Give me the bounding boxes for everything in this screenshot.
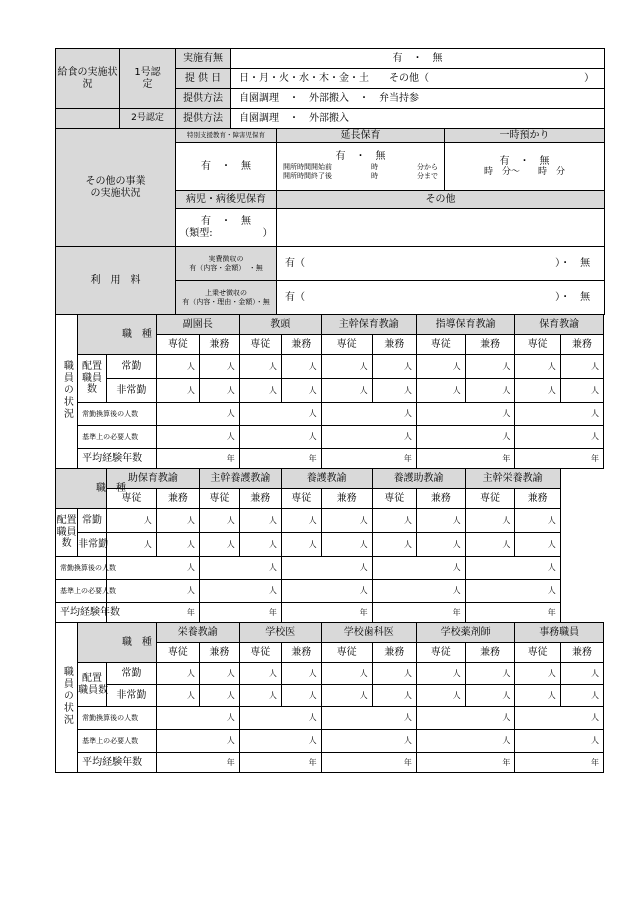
temp-label: 一時預かり <box>445 129 605 143</box>
convert-value: 人 <box>416 403 515 426</box>
person-unit: 人 <box>416 685 465 707</box>
kenmu-label: 兼務 <box>515 489 560 509</box>
senju-label: 専従 <box>321 643 372 663</box>
person-unit: 人 <box>239 533 281 557</box>
convert-label: 常勤換算後の人数 <box>56 557 107 580</box>
experience-value: 年 <box>321 449 416 469</box>
experience-label: 平均経験年数 <box>78 753 157 773</box>
jokin-label: 常勤 <box>106 355 156 379</box>
convert-value: 人 <box>372 557 465 580</box>
kenmu-label: 兼務 <box>156 489 199 509</box>
experience-label: 平均経験年数 <box>78 449 157 469</box>
convert-value: 人 <box>239 707 321 730</box>
meal-r3-label: 提供方法 <box>176 89 231 109</box>
convert-value: 人 <box>281 557 372 580</box>
experience-value: 年 <box>239 449 321 469</box>
person-unit: 人 <box>156 663 199 685</box>
kenmu-label: 兼務 <box>465 335 515 355</box>
person-unit: 人 <box>515 379 560 403</box>
senju-label: 専従 <box>106 489 156 509</box>
job-title: 主幹養護教諭 <box>199 469 281 489</box>
temp-value: 有 ・ 無 時 分～ 時 分 <box>445 143 605 191</box>
person-unit: 人 <box>560 379 603 403</box>
person-unit: 人 <box>416 663 465 685</box>
senju-label: 専従 <box>416 643 465 663</box>
kenmu-label: 兼務 <box>239 489 281 509</box>
job-title: 指導保育教諭 <box>416 315 515 335</box>
staff-table-2 <box>55 622 604 773</box>
staff-report-form <box>55 48 604 773</box>
sick-label: 病児・病後児保育 <box>176 191 277 209</box>
person-unit: 人 <box>156 379 199 403</box>
experience-value: 年 <box>465 603 560 623</box>
person-unit: 人 <box>281 355 321 379</box>
person-unit: 人 <box>372 509 416 533</box>
other-title: その他の事業 の実施状況 <box>56 129 176 247</box>
job-title: 副園長 <box>156 315 239 335</box>
haichi-text: 配置 <box>82 673 103 684</box>
meal-r2-value: 日・月・火・水・木・金・土 その他（ ） <box>231 69 605 89</box>
person-unit: 人 <box>515 685 560 707</box>
senju-label: 専従 <box>465 489 515 509</box>
senju-label: 専従 <box>156 335 199 355</box>
hijokin-label: 非常勤 <box>106 379 156 403</box>
meal-r1-value: 有 ・ 無 <box>231 49 605 69</box>
person-unit: 人 <box>106 533 156 557</box>
person-unit: 人 <box>372 533 416 557</box>
special-value: 有 ・ 無 <box>176 143 277 191</box>
person-unit: 人 <box>465 663 515 685</box>
senju-label: 専従 <box>515 335 560 355</box>
experience-value: 年 <box>281 603 372 623</box>
required-value: 人 <box>106 580 199 603</box>
meal-no1: 1号認定 <box>120 49 176 109</box>
jobs-label: 職 種 <box>56 469 107 509</box>
convert-value: 人 <box>515 707 604 730</box>
convert-value: 人 <box>156 707 239 730</box>
person-unit: 人 <box>416 533 465 557</box>
person-unit: 人 <box>281 509 321 533</box>
other-value <box>277 209 605 247</box>
person-unit: 人 <box>156 685 199 707</box>
section-title-text: 職員の状況 <box>61 665 73 726</box>
senju-label: 専従 <box>372 489 416 509</box>
required-value: 人 <box>156 730 239 753</box>
person-unit: 人 <box>372 663 416 685</box>
person-unit: 人 <box>321 685 372 707</box>
job-title: 学校薬剤師 <box>416 623 515 643</box>
required-value: 人 <box>515 426 604 449</box>
experience-value: 年 <box>416 753 515 773</box>
meal-title: 給食の実施状況 <box>56 49 120 109</box>
haichi-text: 職員数 <box>78 684 109 696</box>
fee-actual-value: 有（ ）・ 無 <box>277 247 605 281</box>
experience-value: 年 <box>199 603 281 623</box>
jokin-label: 常勤 <box>106 663 156 685</box>
kenmu-label: 兼務 <box>199 335 239 355</box>
job-title: 学校歯科医 <box>321 623 416 643</box>
kenmu-label: 兼務 <box>321 489 372 509</box>
kenmu-label: 兼務 <box>465 643 515 663</box>
required-value: 人 <box>239 730 321 753</box>
person-unit: 人 <box>321 533 372 557</box>
person-unit: 人 <box>560 355 603 379</box>
person-unit: 人 <box>106 509 156 533</box>
person-unit: 人 <box>372 355 416 379</box>
jobs-label: 職 種 <box>78 315 157 355</box>
hijokin-label: 非常勤 <box>106 685 156 707</box>
senju-label: 専従 <box>156 643 199 663</box>
required-value: 人 <box>465 580 560 603</box>
meal-r3-value: 自園調理 ・ 外部搬入 ・ 弁当持参 <box>231 89 605 109</box>
person-unit: 人 <box>372 685 416 707</box>
person-unit: 人 <box>156 533 199 557</box>
experience-value: 年 <box>156 753 239 773</box>
special-label: 特別支援教育・障害児保育 <box>176 129 277 143</box>
kenmu-label: 兼務 <box>372 643 416 663</box>
job-title: 学校医 <box>239 623 321 643</box>
job-title: 保育教諭 <box>515 315 604 335</box>
fee-extra-value: 有（ ）・ 無 <box>277 281 605 315</box>
experience-value: 年 <box>515 753 604 773</box>
senju-label: 専従 <box>199 489 239 509</box>
person-unit: 人 <box>199 355 239 379</box>
hijokin-label: 非常勤 <box>78 533 107 557</box>
extended-label: 延長保育 <box>277 129 445 143</box>
required-value: 人 <box>416 730 515 753</box>
meal-r2-label: 提 供 日 <box>176 69 231 89</box>
haichi-text: 職員 <box>82 372 103 384</box>
meal-no2: 2号認定 <box>120 109 176 129</box>
person-unit: 人 <box>321 663 372 685</box>
experience-value: 年 <box>106 603 199 623</box>
required-value: 人 <box>156 426 239 449</box>
experience-value: 年 <box>321 753 416 773</box>
person-unit: 人 <box>416 509 465 533</box>
haichi-text: 配置 <box>56 515 77 527</box>
required-value: 人 <box>321 426 416 449</box>
person-unit: 人 <box>321 379 372 403</box>
required-value: 人 <box>515 730 604 753</box>
person-unit: 人 <box>465 533 515 557</box>
haichi-label <box>56 509 78 557</box>
kenmu-label: 兼務 <box>560 643 603 663</box>
person-unit: 人 <box>515 355 560 379</box>
person-unit: 人 <box>515 663 560 685</box>
person-unit: 人 <box>239 379 281 403</box>
job-title: 助保育教諭 <box>106 469 199 489</box>
fee-extra-label: 上乗せ徴収の 有（内容・理由・金額）・無 <box>176 281 277 315</box>
person-unit: 人 <box>465 355 515 379</box>
senju-label: 専従 <box>239 335 281 355</box>
section-title <box>56 315 78 469</box>
job-title: 栄養教諭 <box>156 623 239 643</box>
person-unit: 人 <box>199 663 239 685</box>
meal-r4-value: 自園調理 ・ 外部搬入 <box>231 109 605 129</box>
required-label: 基準上の必要人数 <box>56 580 107 603</box>
convert-value: 人 <box>465 557 560 580</box>
jokin-label: 常勤 <box>78 509 107 533</box>
person-unit: 人 <box>239 663 281 685</box>
required-value: 人 <box>199 580 281 603</box>
jobs-label: 職 種 <box>78 623 157 663</box>
person-unit: 人 <box>199 533 239 557</box>
experience-value: 年 <box>372 603 465 623</box>
person-unit: 人 <box>416 355 465 379</box>
senju-label: 専従 <box>321 335 372 355</box>
convert-value: 人 <box>199 557 281 580</box>
person-unit: 人 <box>465 379 515 403</box>
extended-value: 有 ・ 無 開所時間開始前 時 分から 開所時間終了後 時 分まで <box>277 143 445 191</box>
kenmu-label: 兼務 <box>199 643 239 663</box>
person-unit: 人 <box>560 685 603 707</box>
haichi-text: 数 <box>87 384 98 396</box>
staff-table-1 <box>55 314 604 469</box>
service-table <box>55 48 605 315</box>
convert-value: 人 <box>416 707 515 730</box>
convert-value: 人 <box>515 403 604 426</box>
person-unit: 人 <box>199 685 239 707</box>
person-unit: 人 <box>515 509 560 533</box>
section-title-text: 職員の状況 <box>61 359 73 420</box>
person-unit: 人 <box>372 379 416 403</box>
person-unit: 人 <box>321 355 372 379</box>
person-unit: 人 <box>281 379 321 403</box>
convert-value: 人 <box>156 403 239 426</box>
kenmu-label: 兼務 <box>372 335 416 355</box>
person-unit: 人 <box>465 509 515 533</box>
convert-label: 常勤換算後の人数 <box>78 403 157 426</box>
convert-value: 人 <box>106 557 199 580</box>
convert-value: 人 <box>239 403 321 426</box>
section-title <box>56 623 78 773</box>
convert-label: 常勤換算後の人数 <box>78 707 157 730</box>
person-unit: 人 <box>239 685 281 707</box>
convert-value: 人 <box>321 707 416 730</box>
haichi-label <box>78 355 107 403</box>
required-value: 人 <box>372 580 465 603</box>
required-value: 人 <box>239 426 321 449</box>
other-label: その他 <box>277 191 605 209</box>
meal-title-spacer <box>56 109 120 129</box>
experience-value: 年 <box>239 753 321 773</box>
haichi-label <box>78 663 107 707</box>
senju-label: 専従 <box>281 489 321 509</box>
required-label: 基準上の必要人数 <box>78 426 157 449</box>
required-label: 基準上の必要人数 <box>78 730 157 753</box>
haichi-text: 配置 <box>82 361 103 373</box>
meal-r4-label: 提供方法 <box>176 109 231 129</box>
required-value: 人 <box>281 580 372 603</box>
kenmu-label: 兼務 <box>416 489 465 509</box>
staff-table-1 <box>55 468 604 623</box>
haichi-text: 職員 <box>56 526 77 538</box>
haichi-text: 数 <box>61 538 72 550</box>
person-unit: 人 <box>515 533 560 557</box>
person-unit: 人 <box>156 355 199 379</box>
job-title: 事務職員 <box>515 623 604 643</box>
kenmu-label: 兼務 <box>560 335 603 355</box>
job-title: 主幹栄養教諭 <box>465 469 560 489</box>
person-unit: 人 <box>199 509 239 533</box>
senju-label: 専従 <box>515 643 560 663</box>
person-unit: 人 <box>199 379 239 403</box>
person-unit: 人 <box>321 509 372 533</box>
job-title: 教頭 <box>239 315 321 335</box>
meal-r1-label: 実施有無 <box>176 49 231 69</box>
job-title: 養護教諭 <box>281 469 372 489</box>
experience-value: 年 <box>515 449 604 469</box>
required-value: 人 <box>416 426 515 449</box>
job-title: 養護助教諭 <box>372 469 465 489</box>
kenmu-label: 兼務 <box>281 643 321 663</box>
experience-value: 年 <box>416 449 515 469</box>
job-title: 主幹保育教諭 <box>321 315 416 335</box>
convert-value: 人 <box>321 403 416 426</box>
person-unit: 人 <box>281 663 321 685</box>
person-unit: 人 <box>156 509 199 533</box>
person-unit: 人 <box>560 663 603 685</box>
person-unit: 人 <box>465 685 515 707</box>
fee-actual-label: 実費徴収の 有（内容・金額） ・無 <box>176 247 277 281</box>
kenmu-label: 兼務 <box>281 335 321 355</box>
required-value: 人 <box>321 730 416 753</box>
staff-section <box>55 314 604 773</box>
senju-label: 専従 <box>416 335 465 355</box>
person-unit: 人 <box>239 509 281 533</box>
person-unit: 人 <box>239 355 281 379</box>
experience-label: 平均経験年数 <box>56 603 107 623</box>
person-unit: 人 <box>281 685 321 707</box>
fee-title: 利 用 料 <box>56 247 176 315</box>
experience-value: 年 <box>156 449 239 469</box>
senju-label: 専従 <box>239 643 281 663</box>
person-unit: 人 <box>416 379 465 403</box>
person-unit: 人 <box>281 533 321 557</box>
sick-value: 有 ・ 無 （類型: ） <box>176 209 277 247</box>
